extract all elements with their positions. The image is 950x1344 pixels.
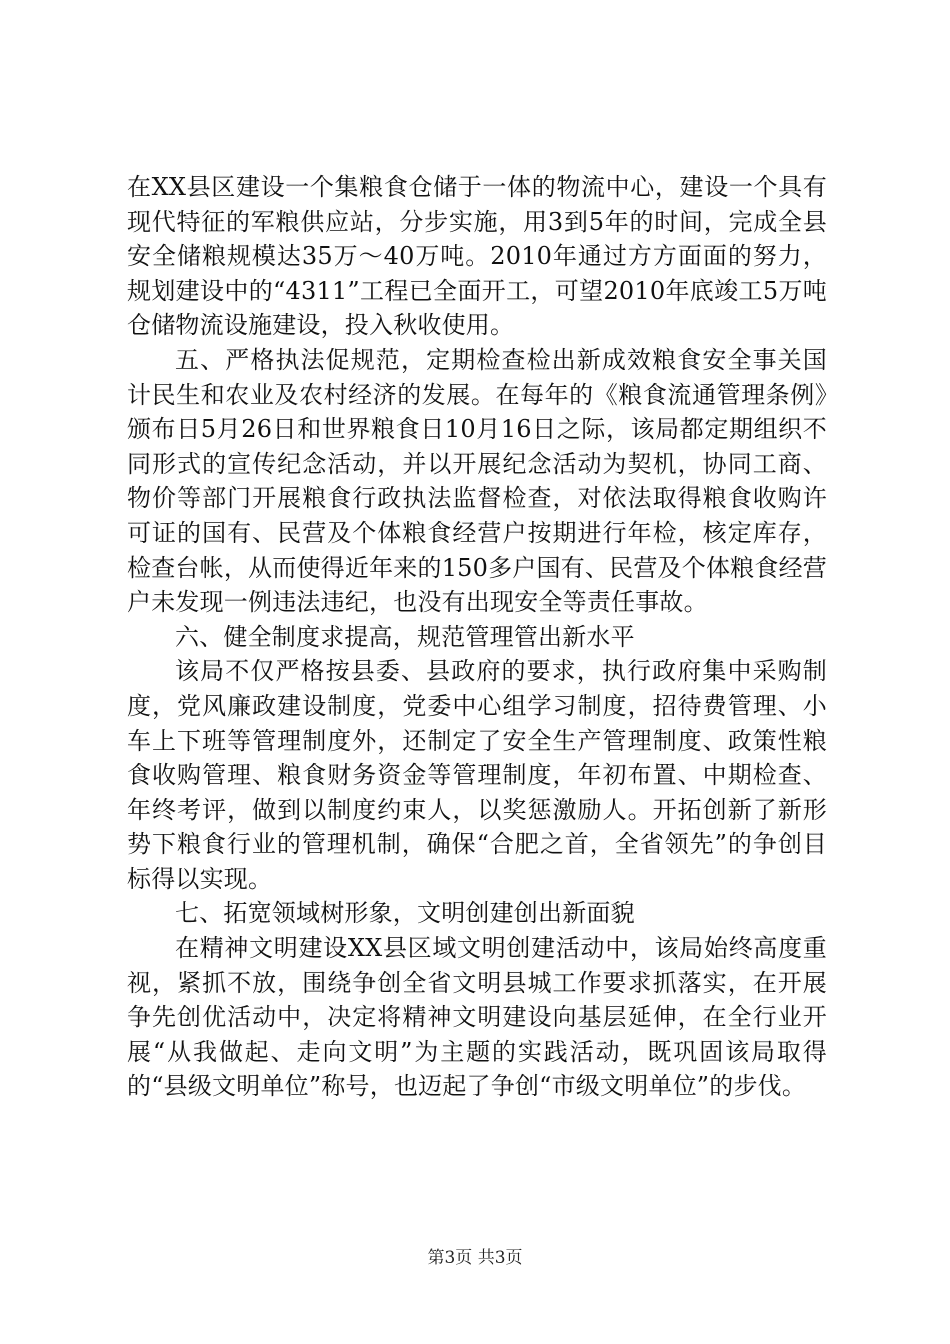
paragraph-storage-logistics: 在XX县区建设一个集粮食仓储于一体的物流中心，建设一个具有现代特征的军粮供应站，分步实施，用3到5年的时间，完成全县安全储粮规模达35万～40万吨。2010年通过方方面面的努力，规划建设中的“4311”工程已全面开工，可望2010年底竣工5万吨仓储物流设施建设，投入秋收使用。 (127, 173, 827, 340)
paragraph-civilization: 在精神文明建设XX县区域文明创建活动中，该局始终高度重视，紧抓不放，围绕争创全省文明县城工作要求抓落实，在开展争先创优活动中，决定将精神文明建设向基层延伸，在全行业开展“从我做起、走向文明”为主题的实践活动，既巩固该局取得的“县级文明单位”称号，也迈起了争创“市级文明单位”的步伐。 (127, 934, 827, 1101)
paragraph-institution: 该局不仅严格按县委、县政府的要求，执行政府集中采购制度，党风廉政建设制度，党委中心组学习制度，招待费管理、小车上下班等管理制度外，还制定了安全生产管理制度、政策性粮食收购管理、粮食财务资金等管理制度，年初布置、中期检查、年终考评，做到以制度约束人，以奖惩激励人。开拓创新了新形势下粮食行业的管理机制，确保“合肥之首，全省领先”的争创目标得以实现。 (127, 657, 827, 893)
section-heading-civilization: 七、拓宽领域树形象，文明创建创出新面貌 (175, 899, 635, 928)
paragraph-law-enforcement: 五、严格执法促规范，定期检查检出新成效粮食安全事关国计民生和农业及农村经济的发展。在每年的《粮食流通管理条例》颁布日5月26日和世界粮食日10月16日之际，该局都定期组织不同形式的宣传纪念活动，并以开展纪念活动为契机，协同工商、物价等部门开展粮食行政执法监督检查，对依法取得粮食收购许可证的国有、民营及个体粮食经营户按期进行年检，核定库存，检查台帐，从而使得近年来的150多户国有、民营及个体粮食经营户未发现一例违法违纪，也没有出现安全等责任事故。 (127, 345, 827, 617)
page-footer: 第3页 共3页 (427, 1248, 523, 1268)
document-body (127, 170, 827, 1104)
section-heading-institution: 六、健全制度求提高，规范管理管出新水平 (175, 622, 635, 651)
